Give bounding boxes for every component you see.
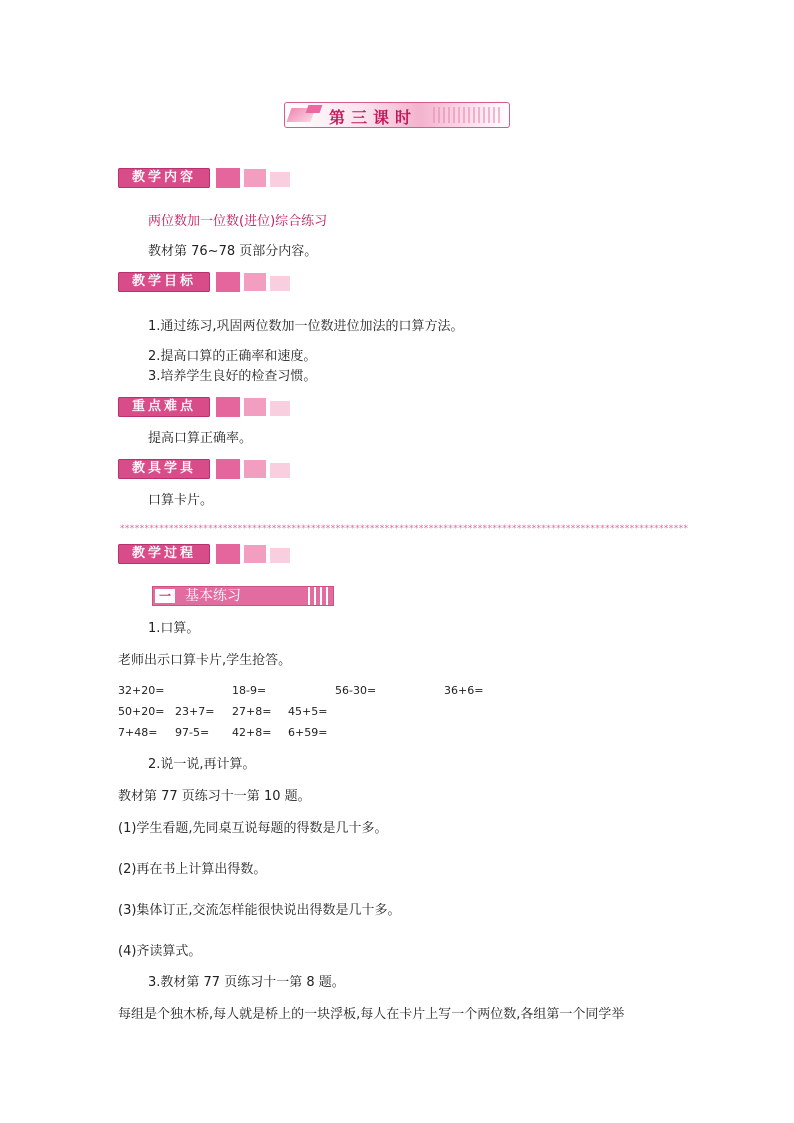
goal-item: 3.培养学生良好的检查习惯。 bbox=[148, 369, 317, 384]
calc-item: 23+7= bbox=[175, 705, 215, 718]
decor-square bbox=[270, 172, 290, 187]
step-title: 3.教材第 77 页练习十一第 8 题。 bbox=[148, 975, 345, 990]
section-label: 教具学具 bbox=[118, 459, 210, 479]
decor-square bbox=[244, 273, 266, 291]
banner-decoration-accent bbox=[306, 105, 323, 113]
goal-item: 2.提高口算的正确率和速度。 bbox=[148, 349, 317, 364]
decor-square bbox=[270, 548, 290, 563]
calc-item: 6+59= bbox=[288, 726, 328, 739]
calc-item: 18-9= bbox=[232, 684, 267, 697]
subsection-number: 一 bbox=[155, 589, 175, 603]
calc-item: 36+6= bbox=[444, 684, 484, 697]
subsection-bars bbox=[308, 587, 330, 605]
keypoints-text: 提高口算正确率。 bbox=[148, 431, 253, 446]
decor-square bbox=[244, 460, 266, 478]
step-title: 2.说一说,再计算。 bbox=[148, 757, 256, 772]
calc-item: 50+20= bbox=[118, 705, 165, 718]
lesson-title: 第三课时 bbox=[329, 108, 418, 127]
goal-item: 1.通过练习,巩固两位数加一位数进位加法的口算方法。 bbox=[148, 319, 464, 334]
star-divider: ******************************************************************************************************************** bbox=[120, 524, 689, 534]
section-label: 教学目标 bbox=[118, 272, 210, 292]
decor-square bbox=[270, 276, 290, 291]
calc-item: 42+8= bbox=[232, 726, 272, 739]
decor-square bbox=[216, 397, 240, 417]
section-label: 教学内容 bbox=[118, 168, 210, 188]
calc-item: 27+8= bbox=[232, 705, 272, 718]
decor-square bbox=[270, 401, 290, 416]
decor-square bbox=[244, 398, 266, 416]
decor-square bbox=[216, 168, 240, 188]
decor-square bbox=[216, 544, 240, 564]
content-pages: 教材第 76~78 页部分内容。 bbox=[148, 244, 318, 259]
step-desc: 每组是个独木桥,每人就是桥上的一块浮板,每人在卡片上写一个两位数,各组第一个同学举 bbox=[118, 1007, 625, 1022]
section-label: 重点难点 bbox=[118, 397, 210, 417]
decor-square bbox=[244, 169, 266, 187]
section-label: 教学过程 bbox=[118, 544, 210, 564]
content-topic: 两位数加一位数(进位)综合练习 bbox=[148, 214, 328, 229]
decor-square bbox=[244, 545, 266, 563]
calc-item: 56-30= bbox=[335, 684, 377, 697]
step-detail: (2)再在书上计算出得数。 bbox=[118, 862, 267, 877]
step-ref: 教材第 77 页练习十一第 10 题。 bbox=[118, 789, 311, 804]
calc-item: 97-5= bbox=[175, 726, 210, 739]
subsection-title: 基本练习 bbox=[185, 588, 241, 604]
calc-item: 7+48= bbox=[118, 726, 158, 739]
step-title: 1.口算。 bbox=[148, 621, 200, 636]
calc-item: 45+5= bbox=[288, 705, 328, 718]
lesson-title-banner bbox=[284, 102, 510, 128]
decor-square bbox=[216, 459, 240, 479]
decor-square bbox=[270, 463, 290, 478]
decor-square bbox=[216, 272, 240, 292]
step-desc: 老师出示口算卡片,学生抢答。 bbox=[118, 653, 292, 668]
banner-stripes bbox=[433, 107, 503, 123]
subsection-header bbox=[152, 586, 334, 606]
calc-item: 32+20= bbox=[118, 684, 165, 697]
step-detail: (4)齐读算式。 bbox=[118, 944, 202, 959]
step-detail: (3)集体订正,交流怎样能很快说出得数是几十多。 bbox=[118, 903, 401, 918]
step-detail: (1)学生看题,先同桌互说每题的得数是几十多。 bbox=[118, 821, 388, 836]
tools-text: 口算卡片。 bbox=[148, 493, 214, 508]
